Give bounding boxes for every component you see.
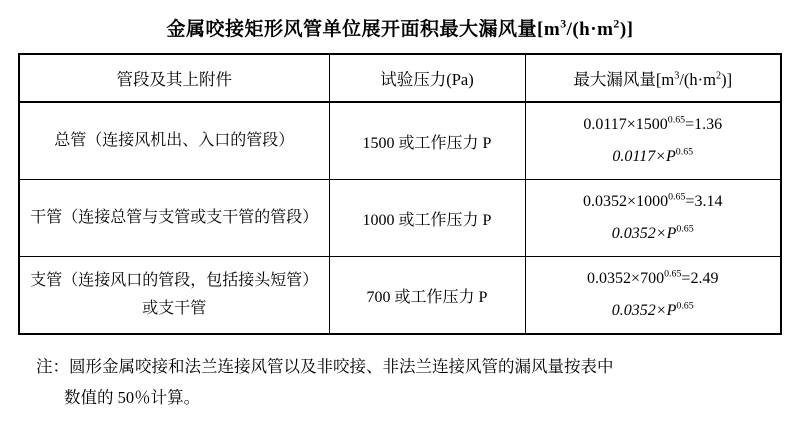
cell-segment: 总管（连接风机出、入口的管段）: [19, 102, 329, 180]
leakage-formula-line1: $0.0117\times 1500^{0.65}=1.36$: [583, 114, 723, 133]
header-segment: 管段及其上附件: [19, 54, 329, 102]
leakage-formula-line2: $0.0117\times P^{0.65}$: [612, 146, 694, 165]
header-leakage: 最大漏风量$[m^3/(h\cdot m^2)]$: [525, 54, 781, 102]
cell-segment: 支管（连接风口的管段，包括接头短管）或支干管: [19, 257, 329, 335]
table-row: [19, 180, 781, 257]
cell-leakage: [525, 180, 781, 257]
page-title-text: 金属咬接矩形风管单位展开面积最大漏风量: [166, 19, 538, 40]
table-header-row: [19, 54, 781, 102]
table-container: [0, 53, 800, 335]
table-row: [19, 102, 781, 180]
table-note: [36, 351, 776, 414]
leakage-table: [18, 53, 782, 335]
note-line-2: 数值的 50％计算。: [64, 388, 201, 408]
table-row: [19, 257, 781, 335]
page-title-unit: $[m^3/(h\cdot m^2)]$: [537, 17, 634, 40]
leakage-formula-line2: $0.0352\times P^{0.65}$: [611, 300, 694, 319]
note-line-1: 注：圆形金属咬接和法兰连接风管以及非咬接、非法兰连接风管的漏风量按表中: [36, 357, 614, 376]
cell-pressure: 700 或工作压力 P: [329, 257, 525, 335]
table-body: [19, 102, 781, 334]
cell-pressure: 1500 或工作压力 P: [329, 102, 525, 180]
page-title: [0, 0, 800, 53]
leakage-formula-line1: $0.0352\times 700^{0.65}=2.49$: [587, 268, 719, 287]
cell-leakage: [525, 102, 781, 180]
leakage-formula-line1: $0.0352\times 1000^{0.65}=3.14$: [583, 191, 723, 210]
cell-pressure: 1000 或工作压力 P: [329, 180, 525, 257]
table-header: [19, 54, 781, 102]
cell-leakage: [525, 257, 781, 335]
leakage-formula-line2: $0.0352\times P^{0.65}$: [611, 223, 694, 242]
cell-segment: 干管（连接总管与支管或支干管的管段）: [19, 180, 329, 257]
header-pressure: 试验压力(Pa): [329, 54, 525, 102]
